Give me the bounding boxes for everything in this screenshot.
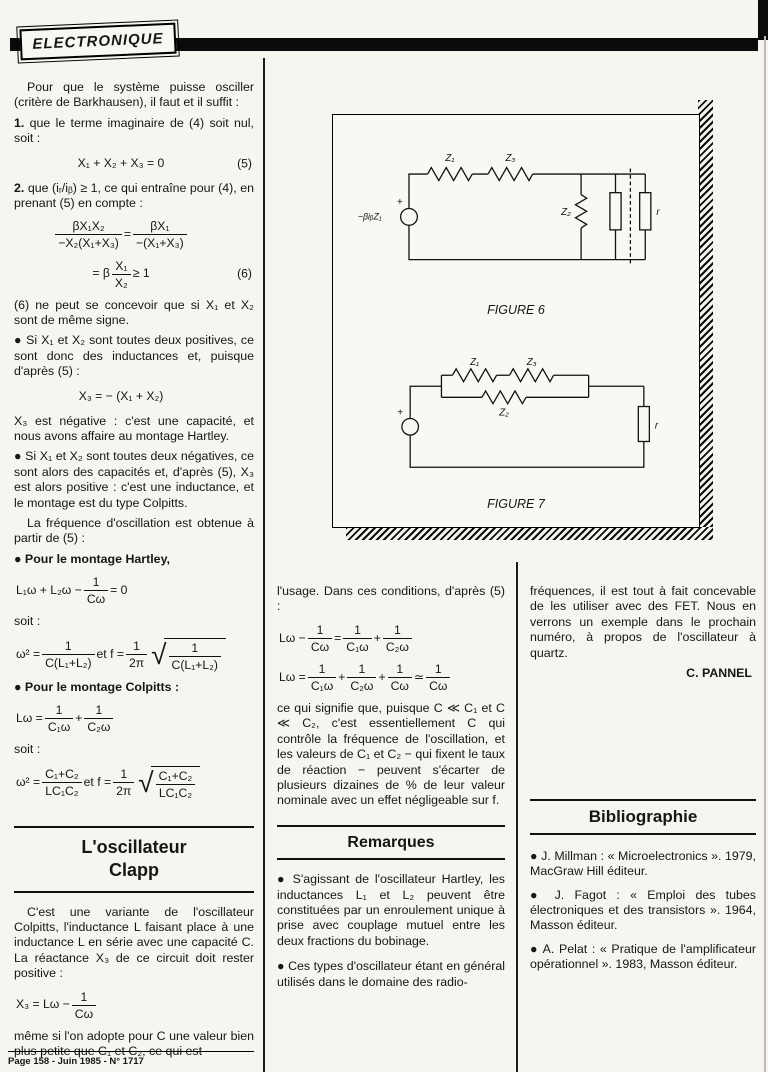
- equation-text: X₃ = − (X₁ + X₂): [78, 388, 164, 403]
- magazine-logo: [19, 23, 176, 61]
- equation-hartley-2: ω² = $\frac{1}{\text{C(L₁+L₂)}}$ et f = $\frac{1}{2\pi}$ √ $\frac{1}{\text{C(L₁+L₂)}}$: [14, 638, 254, 672]
- paragraph-sign: (6) ne peut se concevoir que si X₁ et X₂ sont de même signe.: [14, 297, 254, 327]
- heading-text: Remarques: [347, 833, 435, 851]
- column-divider-1: [263, 58, 265, 1072]
- figure7-circuit: [343, 355, 688, 493]
- subhead-colpitts: ● Pour le montage Colpitts :: [14, 679, 180, 694]
- figure-box-shadow-right: [698, 100, 713, 538]
- remark-2: ● Ces types d'oscillateur étant en général utilisés dans le domaine des radio-: [277, 959, 505, 989]
- biblio-item-1: ● J. Millman : « Microelectronics ». 1979, MacGraw Hill éditeur.: [530, 848, 756, 879]
- label-r: r: [654, 420, 659, 432]
- section-heading-clapp: [14, 826, 254, 893]
- bullet-negative: ● Si X₁ et X₂ sont toutes deux négatives, ce sont alors des capacités et, d'après (5), X₃ est alors positive : c'est une inductance, et le montage est du type Colpitts.: [14, 449, 254, 510]
- column-left: [14, 80, 254, 1064]
- circuit-wires: [402, 369, 649, 467]
- equation-colpitts-1: Lω = $\frac{1}{\text{C₁ω}}$ + $\frac{1}{\text{C₂ω}}$: [14, 703, 254, 734]
- heading-text: Bibliographie: [588, 807, 698, 827]
- soit-label-2: soit :: [14, 742, 41, 757]
- label-z2: Z₂: [561, 207, 571, 218]
- subhead-hartley: ● Pour le montage Hartley,: [14, 551, 170, 566]
- footer-text: Page 158 - Juin 1985 - N° 1717: [8, 1056, 144, 1067]
- paragraph-intro: Pour que le système puisse osciller (critère de Barkhausen), il faut et il suffit :: [14, 80, 254, 110]
- corner-bar: [758, 0, 768, 40]
- column-middle: [277, 584, 505, 995]
- paragraph-freq: La fréquence d'oscillation est obtenue à partir de (5) :: [14, 516, 254, 546]
- heading-line-1: L'oscillateur: [81, 836, 187, 857]
- label-z2: Z₂: [499, 407, 509, 419]
- list-item-2: [14, 181, 254, 212]
- biblio-item-3: ● A. Pelat : « Pratique de l'amplificateur opérationnel ». 1983, Masson éditeur.: [530, 941, 756, 972]
- paragraph-x3: X₃ est négative : c'est une capacité, et nous avons affaire au montage Hartley.: [14, 413, 254, 443]
- column-right: [530, 584, 756, 978]
- equation-number: (5): [237, 155, 252, 170]
- figure-box: [332, 114, 700, 528]
- list-item-1: [14, 116, 254, 147]
- author-signature: C. PANNEL: [686, 666, 752, 681]
- equation-6a: $\frac{\text{βX₁X₂}}{\text{−X₂(X₁+X₃)}}$ = $\frac{\text{βX₁}}{\text{−(X₁+X₃)}}$: [14, 219, 254, 250]
- paragraph-usage: l'usage. Dans ces conditions, d'après (5) :: [277, 584, 505, 614]
- equation-5: [14, 155, 254, 173]
- equation-clapp: X₃ = Lω − $\frac{1}{C\omega}$: [14, 990, 254, 1021]
- paragraph-clapp-2: même si l'on adopte pour C une valeur bien plus petite que C₁ et C₂, ce qui est: [14, 1028, 254, 1058]
- label-plus: +: [397, 407, 403, 419]
- section-heading-bibliographie: [530, 799, 756, 834]
- list-number: 1.: [14, 115, 25, 130]
- circuit-wires: [401, 168, 651, 266]
- equation-x3: [14, 388, 254, 406]
- label-z1: Z₁: [445, 153, 455, 165]
- label-r: r: [656, 207, 660, 218]
- figure7-caption: FIGURE 7: [487, 497, 545, 511]
- page-footer: [8, 1051, 254, 1067]
- equation-mid-2: Lω = $\frac{1}{\text{C₁ω}}$ + $\frac{1}{\text{C₂ω}}$ + $\frac{1}{C\omega}$ ≃ $\frac{1}{C\omega}$: [277, 662, 505, 693]
- equation-text: X₁ + X₂ + X₃ = 0: [77, 155, 165, 170]
- label-z3: Z₃: [505, 153, 516, 165]
- figure6-caption: FIGURE 6: [487, 303, 545, 317]
- figure6-circuit: [343, 135, 688, 295]
- remark-1: ● S'agissant de l'oscillateur Hartley, les inductances L₁ et L₂ peuvent être constituées par un enroulement unique à prise avec couplage mutuel entre les deux fractions du bobinage.: [277, 872, 505, 948]
- heading-line-2: Clapp: [108, 860, 159, 881]
- column-divider-2: [516, 562, 518, 1072]
- list-text: que le terme imaginaire de (4) soit nul, soit :: [14, 115, 254, 146]
- equation-colpitts-2: ω² = $\frac{\text{C₁+C₂}}{\text{LC₁C₂}}$ et f = $\frac{1}{2\pi}$ √ $\frac{\text{C₁+C₂}}{\text{LC₁C₂}}$: [14, 766, 254, 800]
- label-plus: +: [396, 196, 403, 208]
- figure-box-shadow-bottom: [346, 527, 713, 540]
- equation-hartley-1: L₁ω + L₂ω − $\frac{1}{C\omega}$ = 0: [16, 575, 128, 607]
- soit-label-1: soit :: [14, 614, 41, 629]
- list-text: que (iᵣ/iᵦ) ≥ 1, ce qui entraîne pour (4), en prenant (5) en compte :: [14, 180, 254, 211]
- page-edge: [764, 36, 766, 1072]
- equation-mid-1: Lω − $\frac{1}{C\omega}$ = $\frac{1}{\text{C₁ω}}$ + $\frac{1}{\text{C₂ω}}$: [277, 623, 505, 654]
- paragraph-clapp-1: C'est une variante de l'oscillateur Colpitts, l'inductance L faisant place à une inductance L en série avec une capacité C. La réactance X₃ de ce circuit doit rester positive :: [14, 904, 254, 981]
- biblio-item-2: ● J. Fagot : « Emploi des tubes électroniques et des transistors ». 1964, Masson éditeur.: [530, 887, 756, 933]
- bullet-positive: ● Si X₁ et X₂ sont toutes deux positives, ce sont donc des inductances et, puisque d'après (5) :: [14, 333, 254, 379]
- section-heading-remarques: [277, 825, 505, 860]
- paragraph-fet: fréquences, il est tout à fait concevable de les utiliser avec des FET. Nous en verrons un exemple dans le prochain numéro, à propos de l'oscillateur à quartz.: [530, 584, 756, 660]
- label-z1: Z₁: [470, 357, 480, 369]
- equation-6b: = β $\frac{\text{X₁}}{\text{X₂}}$ ≥ 1 (6): [92, 258, 252, 290]
- logo-text: ELECTRONIQUE: [32, 30, 164, 53]
- list-number: 2.: [14, 180, 25, 195]
- label-source: −βiᵦZ₁: [357, 211, 382, 222]
- label-z3: Z₃: [526, 357, 537, 369]
- paragraph-signification: ce qui signifie que, puisque C ≪ C₁ et C ≪ C₂, c'est essentiellement C qui contrôle la fréquence de l'oscillation, et les valeurs de C₁ et C₂ − qui fixent le taux de réaction − peuvent s'écarter de plusieurs dizaines de % de leur valeur nominale avec un effet négligeable sur f.: [277, 700, 505, 808]
